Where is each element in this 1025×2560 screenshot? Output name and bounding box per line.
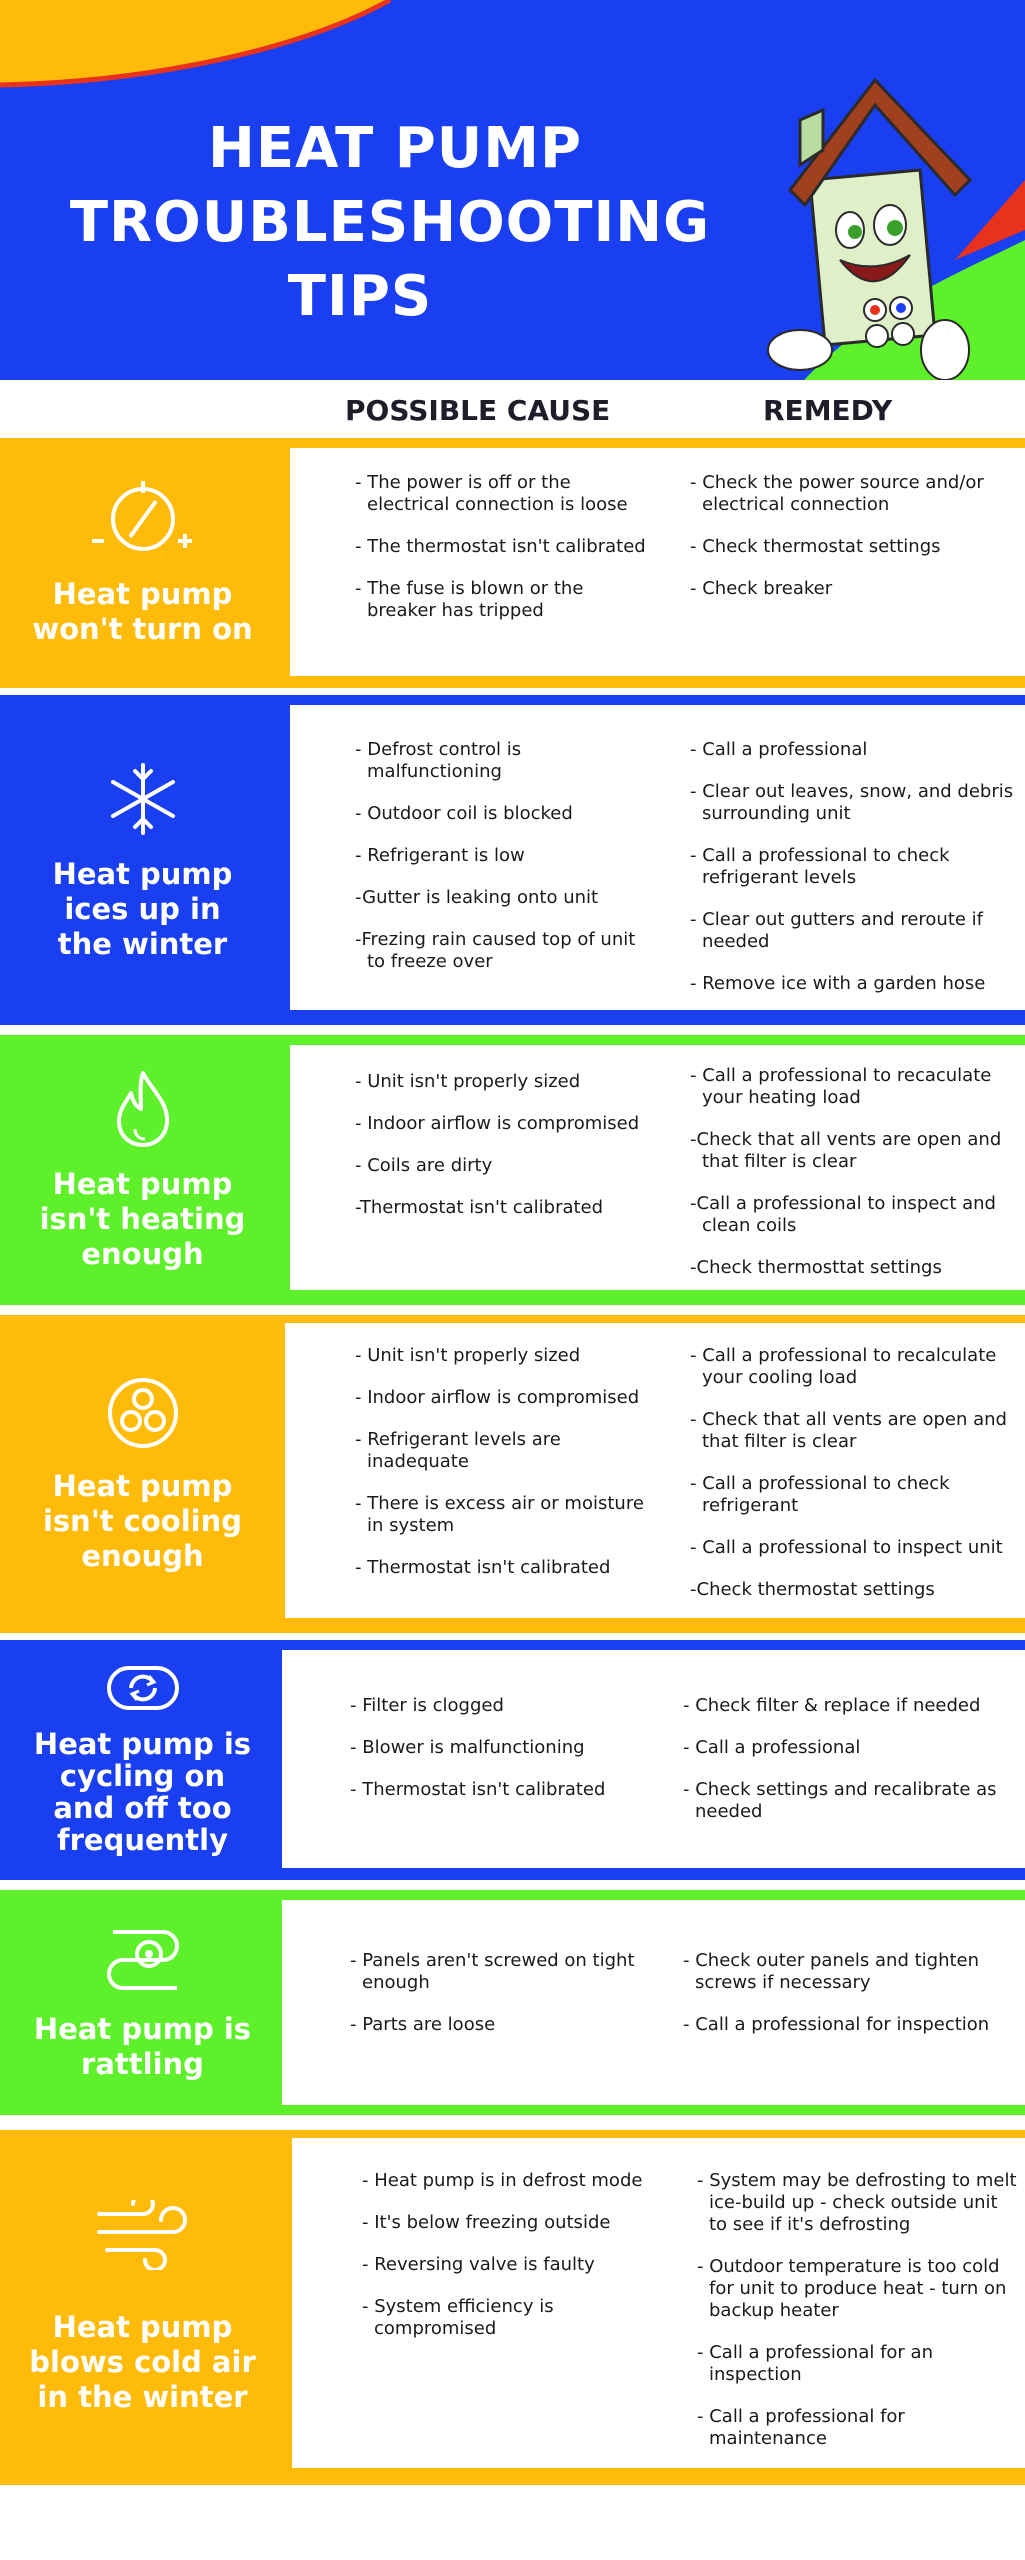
problem-label: [53, 857, 233, 962]
remedy-item: - Check thermostat settings: [690, 536, 941, 557]
problem-label-line: Heat pump is: [33, 1727, 252, 1761]
remedy-item: - Call a professional: [683, 1737, 861, 1758]
remedy-item: - Call a professional for an inspection: [697, 2342, 933, 2385]
cause-item: - Refrigerant levels are inadequate: [355, 1429, 561, 1472]
remedy-item: -Check thermostat settings: [690, 1579, 935, 1600]
remedy-item: - Call a professional for inspection: [683, 2014, 990, 2035]
header-arc-decoration: [0, 0, 420, 100]
cause-list: [355, 739, 655, 993]
cause-item: - Unit isn't properly sized: [355, 1345, 581, 1366]
remedy-item: - Check filter & replace if needed: [683, 1695, 981, 1716]
cause-item: - Unit isn't properly sized: [355, 1071, 581, 1092]
problem-label-line: won't turn on: [32, 612, 253, 646]
remedy-item: -Check thermosttat settings: [690, 1257, 942, 1278]
problem-label-line: and off too: [53, 1791, 232, 1825]
snowflake-icon: [103, 759, 183, 839]
problem-label-line: Heat pump: [52, 2310, 233, 2344]
heat-pump-power-icon: [88, 479, 198, 559]
remedy-item: - Check breaker: [690, 578, 833, 599]
problem-label-line: enough: [81, 1538, 204, 1573]
troubleshoot-row: [0, 1640, 1025, 1880]
remedy-item: - Call a professional for maintenance: [697, 2406, 905, 2449]
remedy-item: -Call a professional to inspect and clean coils: [690, 1193, 996, 1236]
remedy-item: - Check outer panels and tighten screws if necessary: [683, 1950, 980, 1993]
problem-label-line: rattling: [81, 2046, 204, 2081]
cause-list: [362, 2170, 662, 2360]
problem-label: [34, 2012, 251, 2082]
house-mascot-illustration: [705, 60, 1025, 380]
troubleshoot-row: [0, 1315, 1025, 1633]
problem-label: [29, 2310, 256, 2415]
troubleshoot-row: [0, 695, 1025, 1025]
cause-item: - Heat pump is in defrost mode: [362, 2170, 643, 2191]
cause-item: - Indoor airflow is compromised: [355, 1113, 640, 1134]
title-line: HEAT PUMP: [207, 116, 583, 181]
column-header-cause: POSSIBLE CAUSE: [345, 394, 611, 427]
cause-item: - Blower is malfunctioning: [350, 1737, 585, 1758]
problem-label-line: Heat pump is: [33, 2011, 252, 2046]
cause-list: [355, 472, 655, 642]
remedy-list: [690, 472, 1015, 620]
cycle-icon: [103, 1658, 183, 1718]
troubleshoot-row: [0, 1035, 1025, 1305]
column-headers: [0, 380, 1025, 438]
remedy-list: [683, 1695, 1008, 1843]
problem-label: [34, 1728, 251, 1856]
row-problem: [0, 438, 285, 688]
remedy-list: [690, 1065, 1015, 1299]
cause-item: - Defrost control is malfunctioning: [355, 739, 522, 782]
cause-item: -Gutter is leaking onto unit: [355, 887, 599, 908]
remedy-list: [690, 1345, 1015, 1621]
cause-item: - The power is off or the electrical connection is loose: [355, 472, 628, 515]
wind-icon: [93, 2200, 193, 2270]
problem-label-line: Heat pump: [52, 1468, 233, 1503]
cause-item: - The fuse is blown or the breaker has tripped: [355, 578, 584, 621]
cause-list: [350, 1695, 650, 1821]
problem-label: [32, 577, 252, 647]
problem-label: [40, 1167, 246, 1272]
remedy-item: - Clear out gutters and reroute if needed: [690, 909, 984, 952]
row-problem: [0, 1890, 285, 2115]
cause-list: [350, 1950, 650, 2056]
remedy-item: - Check settings and recalibrate as needed: [683, 1779, 997, 1822]
troubleshoot-row: [0, 438, 1025, 688]
row-problem: [0, 695, 285, 1025]
cause-item: - Indoor airflow is compromised: [355, 1387, 640, 1408]
row-problem: [0, 1035, 285, 1305]
cause-item: - The thermostat isn't calibrated: [355, 536, 646, 557]
cause-list: [355, 1071, 655, 1239]
problem-label-line: isn't heating: [39, 1201, 246, 1236]
problem-label-line: enough: [81, 1236, 204, 1271]
remedy-item: - Call a professional to check refrigerant: [690, 1473, 950, 1516]
problem-label-line: the winter: [57, 926, 228, 961]
remedy-item: - Clear out leaves, snow, and debris surrounding unit: [690, 781, 1014, 824]
header-banner: [0, 0, 1025, 380]
page-title: [40, 112, 740, 334]
flame-icon: [111, 1069, 175, 1149]
remedy-list: [697, 2170, 1017, 2470]
remedy-list: [690, 739, 1015, 1015]
cause-item: - Coils are dirty: [355, 1155, 493, 1176]
remedy-item: - Call a professional to check refrigerant levels: [690, 845, 950, 888]
remedy-item: - Remove ice with a garden hose: [690, 973, 986, 994]
remedy-list: [683, 1950, 1008, 2056]
remedy-item: - Check that all vents are open and that filter is clear: [690, 1409, 1007, 1452]
problem-label-line: cycling on: [59, 1759, 226, 1793]
problem-label-line: in the winter: [37, 2380, 248, 2414]
remedy-item: - System may be defrosting to melt ice-build up - check outside unit to see if it's defrosting: [697, 2170, 1017, 2235]
problem-label-line: isn't cooling: [42, 1503, 242, 1538]
title-line: TIPS: [287, 264, 433, 329]
problem-label-line: Heat pump: [52, 856, 233, 891]
remedy-item: - Outdoor temperature is too cold for unit to produce heat - turn on backup heater: [697, 2256, 1007, 2321]
remedy-item: -Check that all vents are open and that filter is clear: [690, 1129, 1002, 1172]
problem-label-line: blows cold air: [29, 2345, 256, 2379]
problem-label-line: Heat pump: [52, 1166, 233, 1201]
cause-item: -Thermostat isn't calibrated: [355, 1197, 604, 1218]
troubleshoot-row: [0, 1890, 1025, 2115]
rattle-icon: [103, 1924, 183, 1994]
troubleshoot-row: [0, 2130, 1025, 2485]
fan-icon: [105, 1375, 181, 1451]
cause-item: - Panels aren't screwed on tight enough: [350, 1950, 635, 1993]
cause-item: -Frezing rain caused top of unit to freeze over: [355, 929, 636, 972]
problem-label-line: Heat pump: [52, 577, 233, 611]
problem-label-line: ices up in: [64, 891, 221, 926]
cause-item: - Filter is clogged: [350, 1695, 504, 1716]
cause-item: - It's below freezing outside: [362, 2212, 611, 2233]
row-problem: [0, 2130, 285, 2485]
remedy-item: - Check the power source and/or electrical connection: [690, 472, 984, 515]
row-problem: [0, 1640, 285, 1880]
row-problem: [0, 1315, 285, 1633]
cause-item: - Outdoor coil is blocked: [355, 803, 573, 824]
cause-item: - Thermostat isn't calibrated: [355, 1557, 611, 1578]
remedy-item: - Call a professional to recaculate your heating load: [690, 1065, 992, 1108]
cause-item: - There is excess air or moisture in system: [355, 1493, 644, 1536]
remedy-item: - Call a professional to inspect unit: [690, 1537, 1003, 1558]
cause-item: - System efficiency is compromised: [362, 2296, 554, 2339]
remedy-item: - Call a professional to recalculate your cooling load: [690, 1345, 997, 1388]
problem-label-line: frequently: [56, 1823, 228, 1857]
cause-item: - Refrigerant is low: [355, 845, 525, 866]
remedy-item: - Call a professional: [690, 739, 868, 760]
column-header-remedy: REMEDY: [763, 394, 893, 427]
cause-list: [355, 1345, 655, 1599]
cause-item: - Parts are loose: [350, 2014, 496, 2035]
cause-item: - Reversing valve is faulty: [362, 2254, 595, 2275]
title-line: TROUBLESHOOTING: [69, 190, 711, 255]
cause-item: - Thermostat isn't calibrated: [350, 1779, 606, 1800]
problem-label: [43, 1469, 242, 1574]
